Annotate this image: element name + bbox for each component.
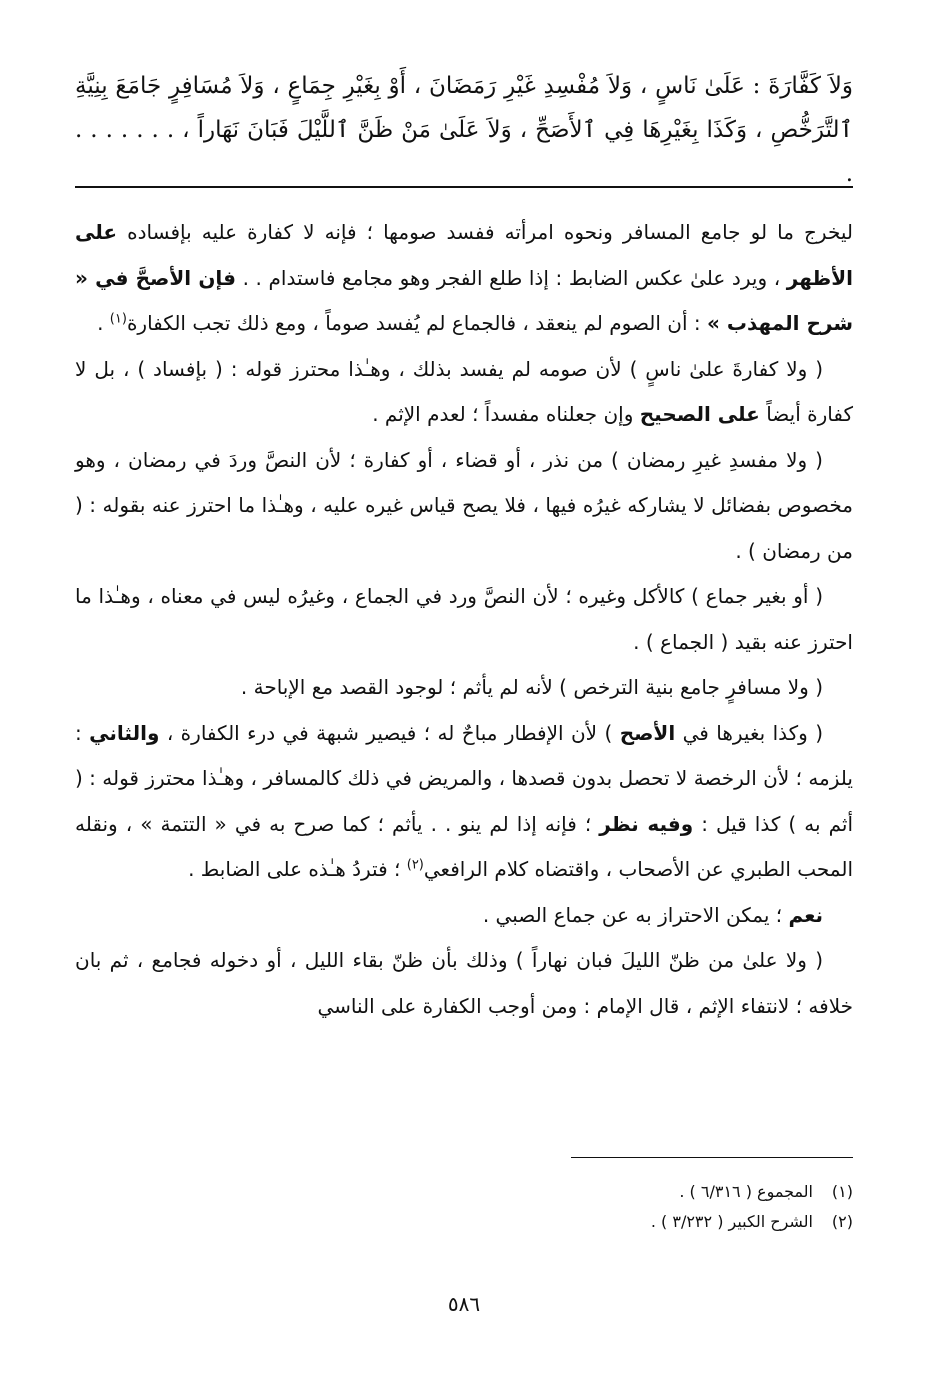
page-number: ٥٨٦ [447, 1292, 481, 1316]
book-page [75, 60, 853, 1360]
commentary-paragraph-6: ( وكذا بغيرها في الأصح ) لأن الإفطار مباحٌ له ؛ فيصير شبهة في درء الكفارة ، والثاني : يلزمه ؛ لأن الرخصة لا تحصل بدون قصدها ، والمريض في ذلك كالمسافر ، وهـٰذا محترز قوله : ( أثم به ) كذا قيل : وفيه نظر ؛ فإنه إذا لم ينو . . يأثم ؛ كما صرح به في « التتمة » ، ونقله المحب الطبري عن الأصحاب ، واقتضاه كلام الرافعي$^{(٢)}$ ؛ فتردُ هـٰذه على الضابط . [75, 720, 854, 881]
commentary-paragraph-8: ( ولا علىٰ من ظنّ الليلَ فبان نهاراً ) وذلك بأن ظنّ بقاء الليل ، أو دخوله فجامع ، ثم بان خلافه ؛ لانتفاء الإثم ، قال الإمام : ومن أوجب الكفارة على الناسي [75, 948, 853, 1018]
commentary-paragraph-3: ( ولا مفسدِ غيرِ رمضان ) من نذر ، أو قضاء ، أو كفارة ؛ لأن النصَّ وردَ في رمضان ، وهو مخصوص بفضائل لا يشاركه غيرُه فيها ، فلا يصح قياس غيره عليه ، وهـٰذا ما احترز عنه بقوله : ( من رمضان ) . [75, 447, 853, 563]
commentary-paragraph-5: ( ولا مسافرٍ جامع بنية الترخص ) لأنه لم يأثم ؛ لوجود القصد مع الإباحة . [240, 675, 823, 699]
commentary-paragraph-1: ليخرج ما لو جامع المسافر ونحوه امرأته ففسد صومها ؛ فإنه لا كفارة عليه بإفساده على الأظهر ، ويرد علىٰ عكس الضابط : إذا طلع الفجر وهو مجامع فاستدام . . فإن الأصحَّ في « شرح المهذب » : أن الصوم لم ينعقد ، فالجماع لم يُفسد صوماً ، ومع ذلك تجب الكفارة$^{(١)}$ . [75, 220, 853, 335]
matn-text: وَلاَ كَفَّارَةَ : عَلَىٰ نَاسٍ ، وَلاَ مُفْسِدِ غَيْرِ رَمَضَانَ ، أَوْ بِغَيْرِ جِمَاعٍ ، وَلاَ مُسَافِرٍ جَامَعَ بِنِيَّةِ ٱلتَّرَخُّصِ ، وَكَذَا بِغَيْرِهَا فِي ٱلأَصَحِّ ، وَلاَ عَلَىٰ مَنْ ظَنَّ ٱللَّيْلَ فَبَانَ نَهَاراً ، . . . . . . . . [75, 73, 853, 187]
matn-divider [75, 186, 853, 188]
commentary-paragraph-4: ( أو بغير جماع ) كالأكل وغيره ؛ لأن النصَّ ورد في الجماع ، وغيرُه ليس في معناه ، وهـٰذا ما احترز عنه بقيد ( الجماع ) . [75, 584, 853, 654]
footnote-divider [571, 1157, 853, 1158]
commentary-paragraph-7: نعم ؛ يمكن الاحتراز به عن جماع الصبي . [482, 902, 823, 927]
footnotes [75, 1177, 853, 1237]
commentary-paragraph-2: ( ولا كفارةَ علىٰ ناسٍ ) لأن صومه لم يفسد بذلك ، وهـٰذا محترز قوله : ( بإفساد ) ، بل لا كفارة أيضاً على الصحيح وإن جعلناه مفسداً ؛ لعدم الإثم . [75, 356, 853, 426]
footnote-ref-2: (٢) [406, 857, 424, 873]
footnote-1: (١)المجموع ( ٦/٣١٦ ) . [679, 1182, 853, 1201]
commentary [75, 210, 853, 1029]
footnote-2: (٢)الشرح الكبير ( ٣/٢٣٢ ) . [650, 1212, 853, 1231]
footnote-ref-1: (١) [109, 311, 127, 327]
